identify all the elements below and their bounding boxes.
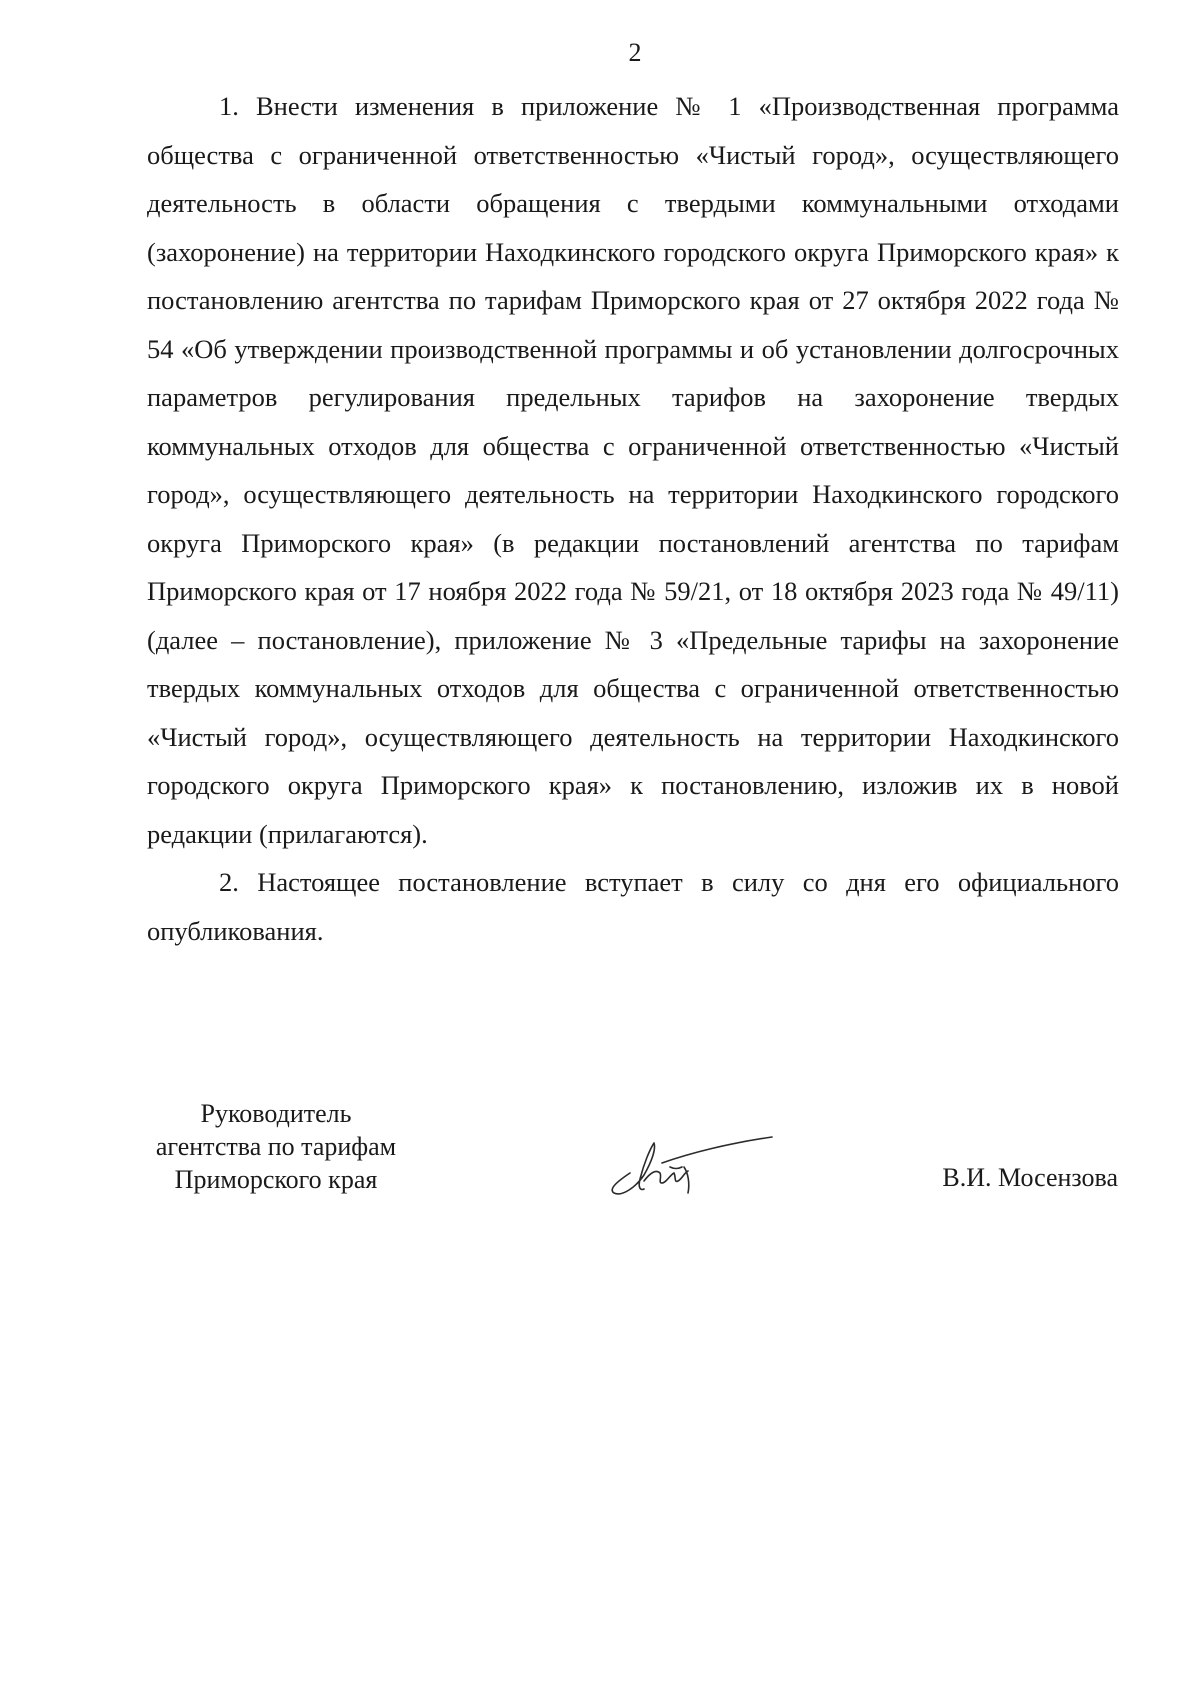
document-body: [147, 82, 1119, 955]
signer-title: [140, 1097, 412, 1196]
signature-block: [0, 1097, 1200, 1237]
signer-title-line: Приморского края: [174, 1165, 378, 1194]
page-number: 2: [628, 38, 642, 67]
signer-title-line: Руководитель: [200, 1099, 352, 1128]
signer-name: В.И. Мосензова: [942, 1163, 1118, 1192]
handwritten-signature: [600, 1129, 780, 1199]
paragraph-2: 2. Настоящее постановление вступает в силу со дня его официального опубликования.: [147, 867, 1119, 946]
signer-title-line: агентства по тарифам: [155, 1132, 397, 1161]
paragraph-1: 1. Внести изменения в приложение № 1 «Производственная программа общества с ограниченной ответственностью «Чистый город», осуществляющего деятельность в области обращения с твердыми коммунальными отходами (захоронение) на территории Находкинского городского округа Приморского края» к постановлению агентства по тарифам Приморского края от 27 октября 2022 года № 54 «Об утверждении производственной программы и об установлении долгосрочных параметров регулирования предельных тарифов на захоронение твердых коммунальных отходов для общества с ограниченной ответственностью «Чистый город», осуществляющего деятельность на территории Находкинского городского округа Приморского края» (в редакции постановлений агентства по тарифам Приморского края от 17 ноября 2022 года № 59/21, от 18 октября 2023 года № 49/11) (далее – постановление), приложение № 3 «Предельные тарифы на захоронение твердых коммунальных отходов для общества с ограниченной ответственностью «Чистый город», осуществляющего деятельность на территории Находкинского городского округа Приморского края» к постановлению, изложив их в новой редакции (прилагаются).: [147, 91, 1119, 849]
